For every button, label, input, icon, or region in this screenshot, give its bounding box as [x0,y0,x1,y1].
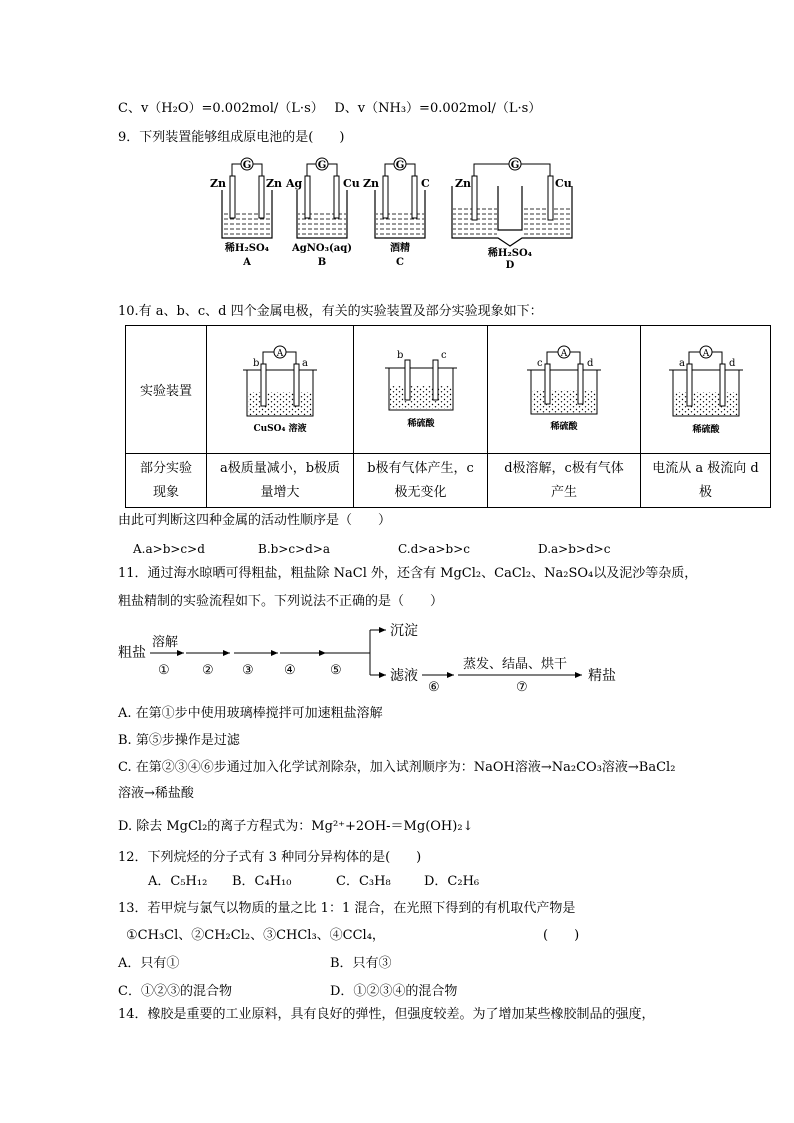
q9-a-left: Zn [210,177,227,190]
q9-a-solution: 稀H₂SO₄ [224,243,270,254]
q8-options-cd: C、v（H₂O）=0.002mol/（L·s） D、v（NH₃）=0.002mol/（L·s） [118,101,542,116]
q10-question: 由此可判断这四种金属的活动性顺序是（ ） [118,513,392,528]
q10-option-b[interactable]: B.b>c>d>a [258,542,331,556]
flow-step-1: ① [158,663,170,678]
q10-dev1-solution: CuSO₄ 溶液 [253,423,307,434]
q10-dev3-left: c [537,357,543,369]
q10-dev3-right: d [587,357,594,369]
q9-c-solution: 酒精 [390,243,410,254]
q9-beaker-a [210,158,282,268]
q11-stem-2: 粗盐精制的实验流程如下。下列说法不正确的是（ ） [118,594,444,609]
q9-b-solution: AgNO₃(aq) [292,243,352,254]
q13-option-b[interactable]: B．只有③ [330,956,392,971]
q9-d-left: Zn [455,177,472,190]
q10-observation-2: b极有气体产生，c 极无变化 [354,454,488,508]
flow-step-6: ⑥ [428,680,440,695]
q9-b-tag: B [317,257,327,268]
flow-step-3: ③ [242,663,254,678]
q9-galvanometer-b: G [317,160,327,171]
q13-stem: 13．若甲烷与氯气以物质的量之比 1：1 混合，在光照下得到的有机取代产物是 [118,901,576,916]
q12-option-a[interactable]: A．C₅H₁₂ [148,874,208,889]
q13-option-d[interactable]: D．①②③④的混合物 [330,984,458,999]
flow-end: 精盐 [588,668,616,684]
q9-c-left: Zn [363,177,380,190]
q10-observation-4: 电流从 a 极流向 d 极 [641,454,771,508]
q9-d-tag: D [505,260,515,271]
q9-beaker-b [285,158,360,268]
q9-beaker-c [363,158,430,268]
q9-b-right: Cu [343,177,360,190]
q9-a-right: Zn [266,177,283,190]
q9-apparatus-figure [200,152,590,274]
flow-step-2: ② [202,663,214,678]
flow-step-4: ④ [284,663,296,678]
q13-option-c[interactable]: C．①②③的混合物 [118,984,232,999]
q11-option-a[interactable]: A. 在第①步中使用玻璃棒搅拌可加速粗盐溶解 [118,706,383,721]
q9-d-solution: 稀H₂SO₄ [487,248,533,259]
q10-device-1 [207,326,354,454]
flow-filtrate: 滤液 [390,668,418,684]
q10-dev4-solution: 稀硫酸 [691,424,720,435]
flow-precipitate: 沉淀 [390,623,418,639]
q10-dev4-left: a [678,357,685,369]
q10-stem: 10.有 a、b、c、d 四个金属电极，有关的实验装置及部分实验现象如下： [118,304,543,319]
q14-stem: 14．橡胶是重要的工业原料，具有良好的弹性，但强度较差。为了增加某些橡胶制品的强度， [118,1007,655,1022]
flow-start: 粗盐 [118,645,146,661]
q12-stem: 12．下列烷烃的分子式有 3 种同分异构体的是( ) [118,850,422,865]
q10-observation-1: a极质量减小，b极质 量增大 [207,454,354,508]
q10-device-3 [488,326,641,454]
q10-device-2 [354,326,488,454]
q9-stem: 9．下列装置能够组成原电池的是( ) [118,130,345,145]
q11-option-c[interactable]: C. 在第②③④⑥步通过加入化学试剂除杂，加入试剂顺序为：NaOH溶液→Na₂CO₃溶液→BaCl₂ [118,760,676,775]
q9-galvanometer-c: G [395,160,405,171]
q11-stem: 11．通过海水晾晒可得粗盐，粗盐除 NaCl 外，还含有 MgCl₂、CaCl₂、Na₂SO₄以及泥沙等杂质， [118,566,698,581]
q13-answer-paren: ( ) [543,928,580,943]
q10-observation-3: d极溶解，c极有气体 产生 [488,454,641,508]
q9-d-right: Cu [555,177,572,190]
q10-dev2-left: b [396,349,403,361]
q12-option-d[interactable]: D．C₂H₆ [424,874,480,889]
q10-dev1-left: b [253,357,260,369]
q9-c-tag: C [396,257,404,268]
q10-dev2-solution: 稀硫酸 [406,418,435,429]
q10-header-observation: 部分实验 现象 [126,454,207,508]
q10-dev3-solution: 稀硫酸 [550,421,578,432]
q9-b-left: Ag [286,177,303,190]
q11-option-d[interactable]: D. 除去 MgCl₂的离子方程式为：Mg²⁺+2OH-＝Mg(OH)₂↓ [118,819,474,834]
q10-option-c[interactable]: C.d>a>b>c [398,542,470,556]
flow-step-7: ⑦ [516,680,528,695]
q13-option-a[interactable]: A．只有① [118,956,180,971]
q10-dev4-right: d [728,357,735,369]
q12-option-c[interactable]: C．C₃H₈ [336,874,391,889]
q10-ammeter-4: A [702,348,709,359]
q10-dev2-right: c [440,349,447,361]
q10-option-d[interactable]: D.a>b>d>c [538,542,611,556]
q13-products: ①CH₃Cl、②CH₂Cl₂、③CHCl₃、④CCl₄， [126,928,385,943]
q9-beaker-d [452,158,572,271]
q11-option-c-cont: 溶液→稀盐酸 [118,786,194,801]
flow-step-5: ⑤ [330,663,342,678]
q10-option-a[interactable]: A.a>b>c>d [133,542,205,556]
flow-dissolve: 溶解 [152,635,179,650]
q9-c-right: C [421,177,430,190]
flow-operations: 蒸发、结晶、烘干 [463,657,568,672]
q12-option-b[interactable]: B．C₄H₁₀ [232,874,292,889]
q10-dev1-right: a [302,357,308,369]
q9-galvanometer-a: G [242,160,252,171]
q10-experiment-table [125,325,771,508]
q11-option-b[interactable]: B. 第⑤步操作是过滤 [118,733,240,748]
q10-header-apparatus: 实验装置 [126,326,207,454]
q9-a-tag: A [243,257,251,268]
q10-device-4 [641,326,771,454]
q10-ammeter-3: A [560,348,568,359]
q11-flowchart [118,620,638,698]
q10-ammeter-1: A [276,348,284,359]
q9-galvanometer-d: G [510,160,520,171]
